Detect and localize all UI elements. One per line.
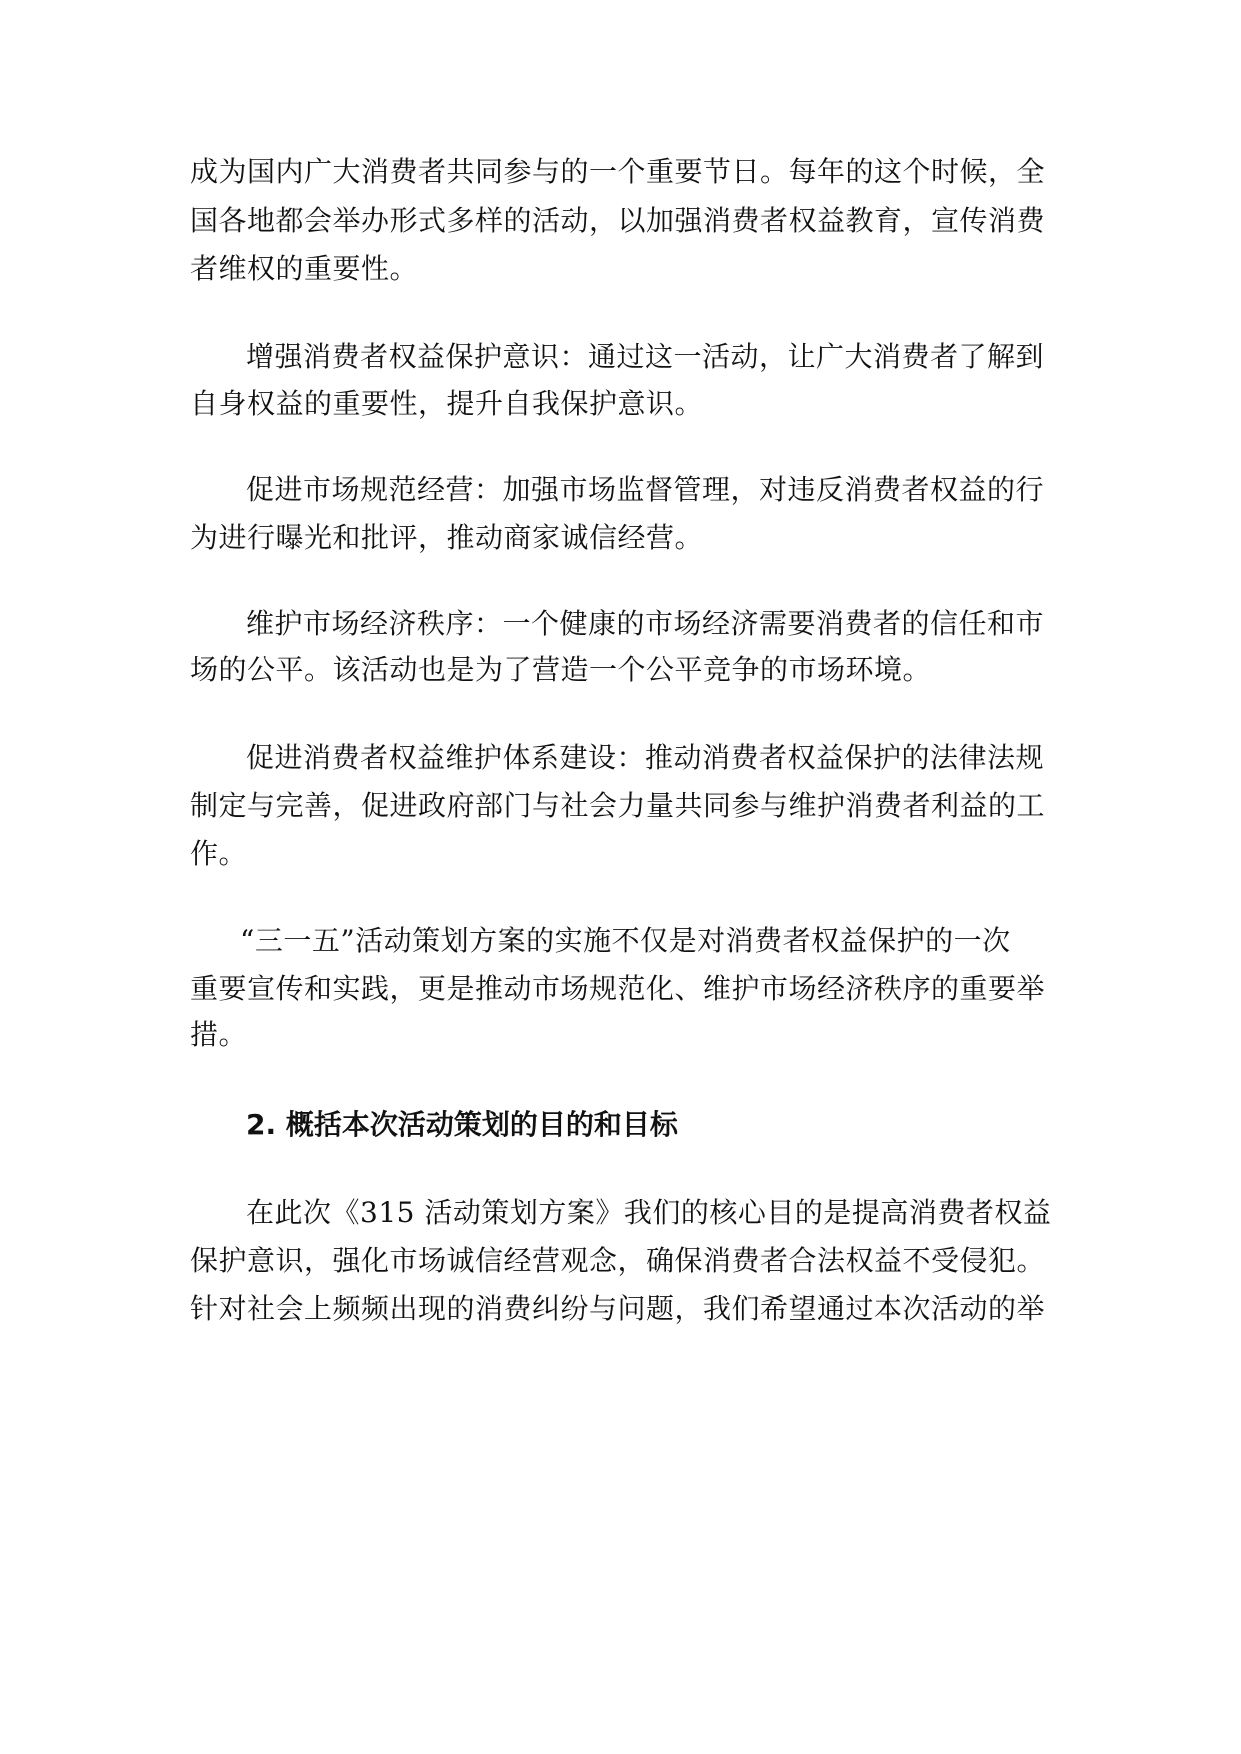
paragraph-line: 国各地都会举办形式多样的活动，以加强消费者权益教育，宣传消费 — [190, 204, 1046, 237]
paragraph-line: 场的公平。该活动也是为了营造一个公平竞争的市场环境。 — [190, 653, 932, 686]
paragraph-line: 针对社会上频频出现的消费纠纷与问题，我们希望通过本次活动的举 — [190, 1292, 1046, 1325]
paragraph-line: 者维权的重要性。 — [190, 252, 419, 285]
paragraph-line: 作。 — [190, 837, 248, 870]
paragraph-line: 成为国内广大消费者共同参与的一个重要节日。每年的这个时候，全 — [190, 155, 1046, 188]
paragraph-line: 保护意识，强化市场诚信经营观念，确保消费者合法权益不受侵犯。 — [190, 1244, 1046, 1277]
paragraph-line: 自身权益的重要性，提升自我保护意识。 — [190, 387, 704, 420]
section-heading: 2. 概括本次活动策划的目的和目标 — [246, 1108, 678, 1141]
paragraph-line: 促进消费者权益维护体系建设：推动消费者权益保护的法律法规 — [246, 741, 1045, 774]
paragraph-line: 在此次《315 活动策划方案》我们的核心目的是提高消费者权益 — [246, 1196, 1052, 1229]
paragraph-line: 增强消费者权益保护意识：通过这一活动，让广大消费者了解到 — [246, 340, 1045, 373]
paragraph-line: 重要宣传和实践，更是推动市场规范化、维护市场经济秩序的重要举 — [190, 972, 1046, 1005]
paragraph-line: “三一五”活动策划方案的实施不仅是对消费者权益保护的一次 — [240, 924, 1011, 957]
paragraph-line: 制定与完善，促进政府部门与社会力量共同参与维护消费者利益的工 — [190, 789, 1046, 822]
paragraph-line: 促进市场规范经营：加强市场监督管理，对违反消费者权益的行 — [246, 473, 1045, 506]
paragraph-line: 措。 — [190, 1018, 248, 1051]
paragraph-line: 为进行曝光和批评，推动商家诚信经营。 — [190, 521, 704, 554]
paragraph-line: 维护市场经济秩序：一个健康的市场经济需要消费者的信任和市 — [246, 607, 1045, 640]
